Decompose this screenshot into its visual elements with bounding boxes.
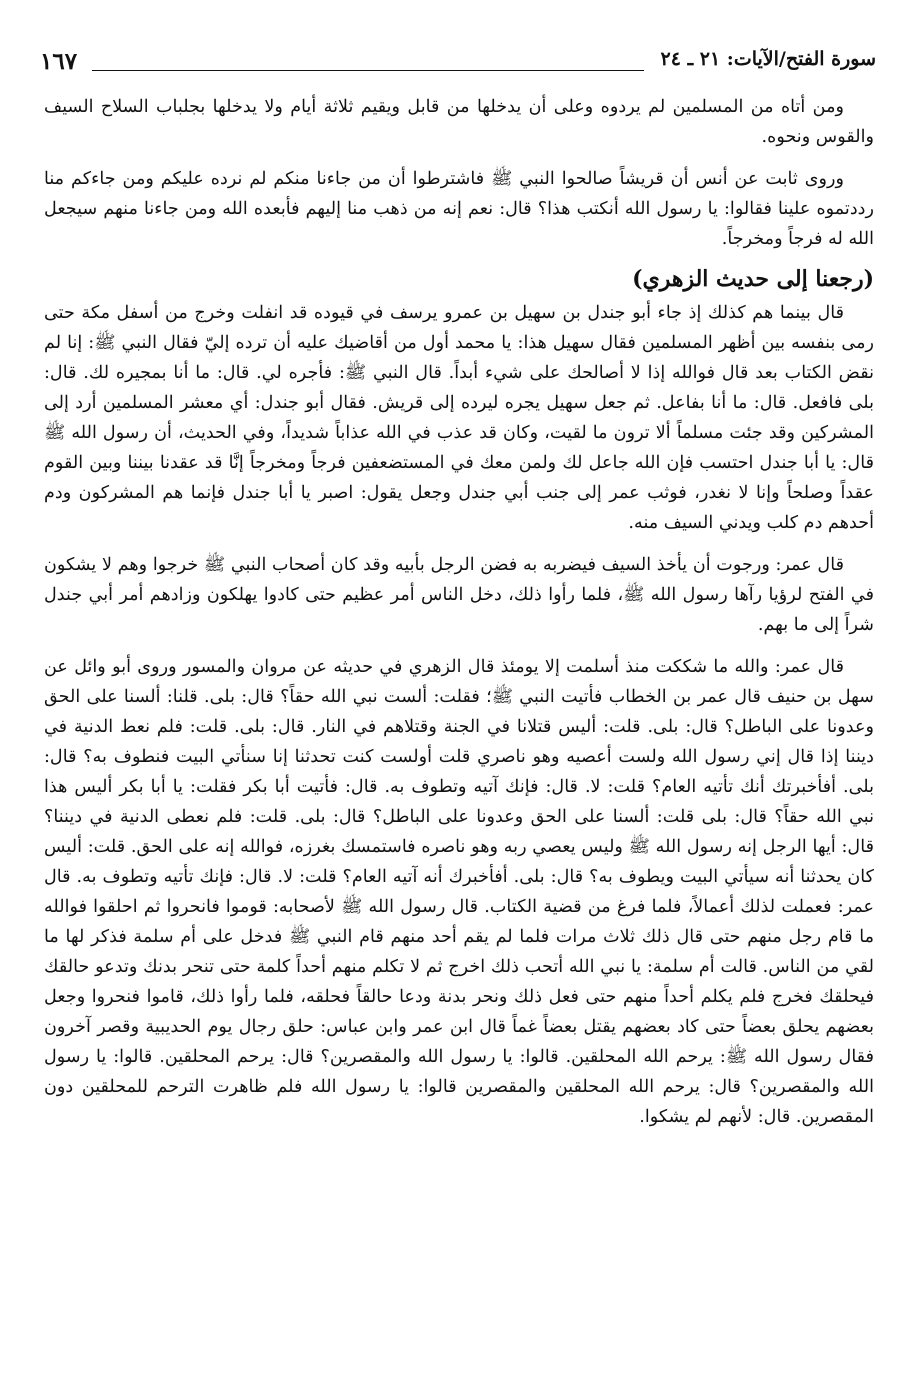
running-title: سورة الفتح/الآيات: ٢١ ـ ٢٤ — [660, 48, 876, 70]
paragraph: قال عمر: ورجوت أن يأخذ السيف فيضربه به فضن الرجل بأبيه وقد كان أصحاب النبي ﷺ خرجوا وهم لا يشكون في الفتح لرؤيا رآها رسول الله ﷺ، فلما رأوا ذلك، دخل الناس أمر عظيم حتى كادوا يهلكون وزادهم أمر أبي جندل شراً إلى ما بهم. — [44, 555, 874, 635]
paragraph: قال عمر: والله ما شككت منذ أسلمت إلا يومئذ قال الزهري في حديثه عن مروان والمسور وروى أبو وائل عن سهل بن حنيف قال عمر بن الخطاب فأتيت النبي ﷺ؛ فقلت: ألست نبي الله حقاً؟ قال: بلى. قلنا: ألسنا على الحق وعدونا على الباطل؟ قال: بلى. قلت: أليس قتلانا في الجنة وقتلاهم في النار. قال: بلى. قلت: فلم نعط الدنية في ديننا إذا قال إني رسول الله ولست أعصيه وهو ناصري قلت أولست كنت تحدثنا إنا سنأتي البيت فنطوف به؟ قال: بلى. أفأخبرتك أنك تأتيه العام؟ قلت: لا. قال: فإنك آتيه وتطوف به. قال: فأتيت أبا بكر فقلت: يا أبا بكر أليس هذا نبي الله حقاً؟ قال: بلى قلت: ألسنا على الحق وعدونا على الباطل؟ قال: بلى. قلت: فلم نعطى الدنية في ديننا؟ قال: أيها الرجل إنه رسول الله ﷺ وليس يعصي ربه وهو ناصره فاستمسك بغرزه، فوالله إنه على الحق. قلت: أليس كان يحدثنا أنه سيأتي البيت ويطوف به؟ قال: بلى. أفأخبرك أنه آتيه العام؟ قلت: لا. قال: فإنك تأتيه وتطوف به. قال عمر: فعملت لذلك أعمالاً، فلما فرغ من قضية الكتاب. قال رسول الله ﷺ لأصحابه: قوموا فانحروا ثم احلقوا فوالله ما قام رجل منهم حتى قال ذلك ثلاث مرات فلما لم يقم أحد منهم قام النبي ﷺ فدخل على أم سلمة فذكر لها ما لقي من الناس. قالت أم سلمة: يا نبي الله أتحب ذلك اخرج ثم لا تكلم منهم أحداً كلمة حتى تنحر بدنك وتدعو حالقك فيحلقك فخرج فلم يكلم أحداً منهم حتى فعل ذلك ونحر بدنة ودعا حالقاً فحلقه، فلما رأوا ذلك، قاموا فنحروا وجعل بعضهم يحلق بعضاً حتى كاد بعضهم يقتل بعضاً غماً قال ابن عمر وابن عباس: حلق رجال يوم الحديبية وقصر آخرون فقال رسول الله ﷺ: يرحم الله المحلقين. قالوا: يا رسول الله والمقصرين؟ قال: يرحم المحلقين. قالوا: يا رسول الله والمقصرين؟ قال: يرحم الله المحلقين والمقصرين قالوا: يا رسول الله فلم ظاهرت الترحم للمحلقين دون المقصرين. قال: لأنهم لم يشكوا. — [44, 657, 874, 1127]
section-heading: (رجعنا إلى حديث الزهري) — [632, 266, 874, 292]
page-number: ١٦٧ — [40, 48, 78, 75]
page-body — [44, 92, 874, 1132]
page-header — [40, 44, 876, 80]
paragraph: قال بينما هم كذلك إذ جاء أبو جندل بن سهيل بن عمرو يرسف في قيوده قد انفلت وخرج من أسفل مكة حتى رمى بنفسه بين أظهر المسلمين فقال سهيل هذا: يا محمد أول من أقاضيك عليه أن ترده إليّ فقال النبي ﷺ: إنا لم نقض الكتاب بعد قال فوالله إذا لا أصالحك على شيء أبداً. قال النبي ﷺ: فأجره لي. قال: ما أنا بمجيره لك. قال: بلى فافعل. قال: ما أنا بفاعل. ثم جعل سهيل يجره ليرده إلى قريش. فقال أبو جندل: أي معشر المسلمين أرد إلى المشركين وقد جئت مسلماً ألا ترون ما لقيت، وكان قد عذب في الله عذاباً شديداً، وفي الحديث، أن رسول الله ﷺ قال: يا أبا جندل احتسب فإن الله جاعل لك ولمن معك في المستضعفين فرجاً ومخرجاً إنَّا قد عقدنا بيننا وبين القوم عقداً وصلحاً وإنا لا نغدر، فوثب عمر إلى جنب أبي جندل وجعل يقول: اصبر يا أبا جندل فإنما هم المشركون ودم أحدهم دم كلب ويدني السيف منه. — [44, 303, 874, 533]
paragraph: وروى ثابت عن أنس أن قريشاً صالحوا النبي ﷺ فاشترطوا أن من جاءنا منكم لم نرده عليكم ومن جاءكم منا رددتموه علينا فقالوا: يا رسول الله أنكتب هذا؟ قال: نعم إنه من ذهب منا إليهم فأبعده الله ومن جاءنا منهم سيجعل الله له فرجاً ومخرجاً. — [44, 169, 874, 249]
paragraph: ومن أتاه من المسلمين لم يردوه وعلى أن يدخلها من قابل ويقيم ثلاثة أيام ولا يدخلها بجلباب السلاح السيف والقوس ونحوه. — [44, 97, 874, 147]
header-rule — [92, 70, 644, 71]
